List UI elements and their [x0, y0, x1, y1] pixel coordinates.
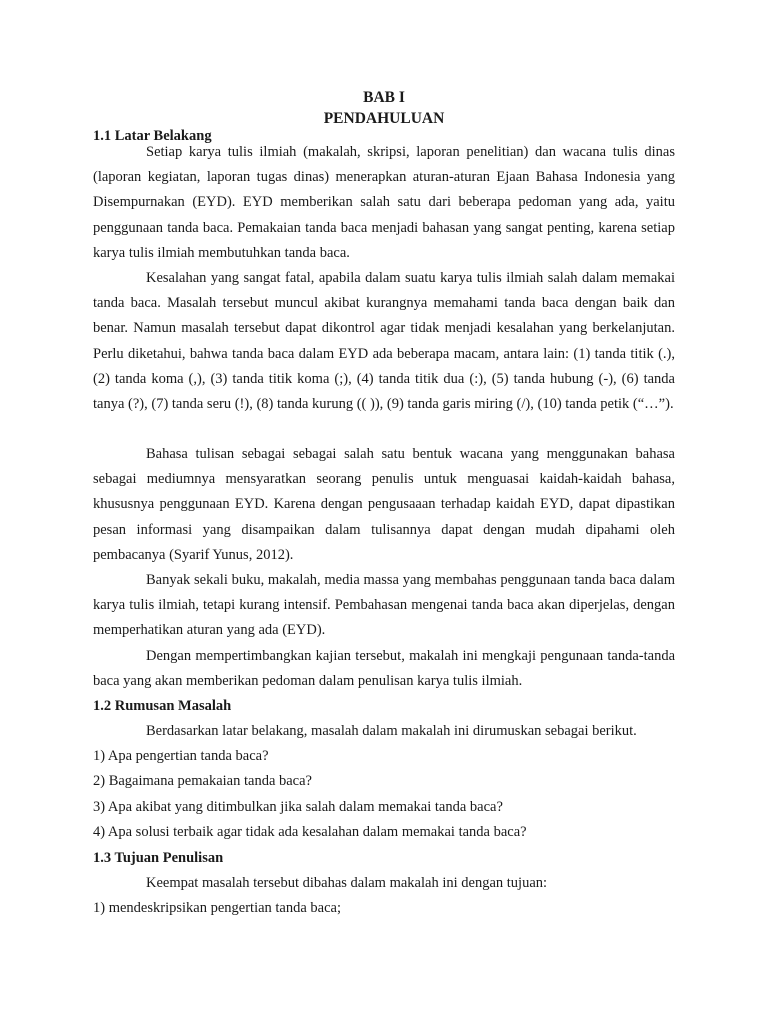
list-item: 4) Apa solusi terbaik agar tidak ada kesalahan dalam memakai tanda baca?: [93, 824, 527, 840]
section-heading-tujuan-penulisan: 1.3 Tujuan Penulisan: [93, 850, 224, 866]
paragraph-latar-belakang-3: Bahasa tulisan sebagai sebagai salah satu bentuk wacana yang menggunakan bahasa sebagai mediumnya mensyaratkan seorang penulis untuk menguasai kaidah-kaidah bahasa, khususnya penggunaan EYD. Karena dengan pengusaaan terhadap kaidah EYD, dapat dipastikan pesan informasi yang disampaikan dalam tulisannya dapat dengan mudah dipahami oleh pembacanya (Syarif Yunus, 2012).: [93, 446, 675, 563]
rumusan-masalah-intro: Berdasarkan latar belakang, masalah dalam makalah ini dirumuskan sebagai berikut.: [146, 723, 637, 739]
paragraph-latar-belakang-5: Dengan mempertimbangkan kajian tersebut, makalah ini mengkaji pengunaan tanda-tanda baca yang akan memberikan pedoman dalam penulisan karya tulis ilmiah.: [93, 648, 675, 690]
tujuan-penulisan-intro: Keempat masalah tersebut dibahas dalam makalah ini dengan tujuan:: [146, 875, 548, 891]
paragraph-latar-belakang-2: Kesalahan yang sangat fatal, apabila dalam suatu karya tulis ilmiah salah dalam memakai tanda baca. Masalah tersebut muncul akibat kurangnya memahami tanda baca dengan baik dan benar. Namun masalah tersebut dapat dikontrol agar tidak menjadi kesalahan yang berkelanjutan. Perlu diketahui, bahwa tanda baca dalam EYD ada beberapa macam, antara lain: (1) tanda titik (.), (2) tanda koma (,), (3) tanda titik koma (;), (4) tanda titik dua (:), (5) tanda hubung (-), (6) tanda tanya (?), (7) tanda seru (!), (8) tanda kurung (( )), (9) tanda garis miring (/), (10) tanda petik (“…”).: [93, 270, 675, 413]
section-heading-latar-belakang: 1.1 Latar Belakang: [93, 128, 212, 144]
list-item: 1) mendeskripsikan pengertian tanda baca;: [93, 900, 342, 916]
chapter-number: BAB I: [363, 89, 405, 106]
section-heading-rumusan-masalah: 1.2 Rumusan Masalah: [93, 698, 232, 714]
list-item: 3) Apa akibat yang ditimbulkan jika salah dalam memakai tanda baca?: [93, 799, 503, 815]
list-item: 2) Bagaimana pemakaian tanda baca?: [93, 773, 312, 789]
paragraph-latar-belakang-1: Setiap karya tulis ilmiah (makalah, skripsi, laporan penelitian) dan wacana tulis dinas (laporan kegiatan, laporan tugas dinas) menerapkan aturan-aturan Ejaan Bahasa Indonesia yang Disempurnakan (EYD). EYD memberikan salah satu dari beberapa pedoman yang ada, yaitu penggunaan tanda baca. Pemakaian tanda baca menjadi bahasan yang sangat penting, karena setiap karya tulis ilmiah membutuhkan tanda baca.: [93, 144, 675, 261]
paragraph-latar-belakang-4: Banyak sekali buku, makalah, media massa yang membahas penggunaan tanda baca dalam karya tulis ilmiah, tetapi kurang intensif. Pembahasan mengenai tanda baca akan diperjelas, dengan memperhatikan aturan yang ada (EYD).: [93, 572, 675, 639]
chapter-title: PENDAHULUAN: [323, 110, 445, 127]
list-item: 1) Apa pengertian tanda baca?: [93, 748, 269, 764]
